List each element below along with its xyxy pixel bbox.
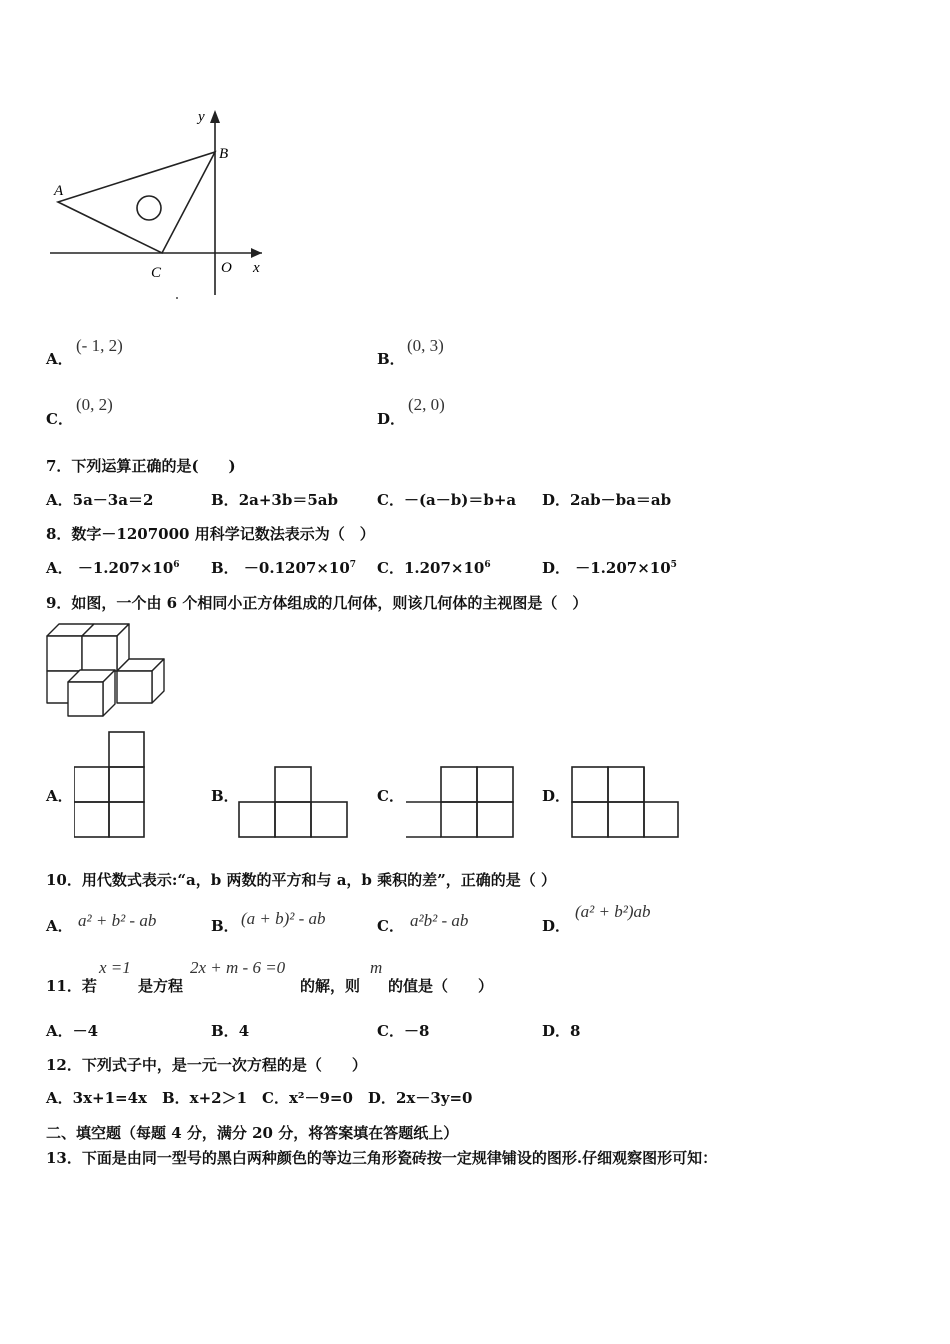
option-letter: D． [377,410,406,428]
q7-option-c [377,489,516,510]
option-value: 4 [238,1022,250,1040]
q10-option-a-value: a² + b² - ab [78,911,157,930]
q10-option-d [542,915,570,936]
option-value: 2ab－ba＝ab [570,491,672,509]
q6-option-a-value: (- 1, 2) [76,336,123,355]
label-a: A [54,183,64,199]
q7-option-b [211,489,338,510]
q9-option-d-view [570,765,682,840]
q9-option-d [542,785,570,806]
q9-option-c [377,785,404,806]
q11-mid2: 的解，则 [300,977,361,995]
q11-option-d [542,1020,580,1041]
option-letter: B． [211,917,239,935]
label-x: x [253,260,260,276]
option-letter: D． [542,559,571,577]
q7-stem: 7．下列运算正确的是( ) [46,457,236,475]
q9-option-b [211,785,239,806]
option-letter: B． [211,491,239,509]
q10-stem: 10．用代数式表示:“a，b 两数的平方和与 a，b 乘积的差”，正确的是（ ） [46,871,556,889]
label-b: B [219,146,229,162]
q9-option-b-view [238,765,348,840]
option-letter: C． [46,410,73,428]
option-mantissa: －0.1207×10 [243,559,350,577]
option-letter: B． [211,1022,239,1040]
option-letter: D． [542,917,571,935]
label-y: y [198,109,205,125]
q6-option-a [46,348,73,369]
option-letter: A． [46,350,73,368]
option-letter: A． [46,491,73,509]
q7-option-a [46,489,153,510]
coordinate-figure [50,105,280,305]
q10-option-c-value: a²b² - ab [410,911,469,930]
q6-option-b-value: (0, 3) [407,336,444,355]
option-value: 5a－3a＝2 [72,491,154,509]
q8-option-c [377,557,491,578]
q10-option-c [377,915,404,936]
q6-option-b [377,348,405,369]
q13-stem: 13．下面是由同一型号的黑白两种颜色的等边三角形瓷砖按一定规律铺设的图形.仔细观察图形可知： [46,1149,718,1167]
option-value: －8 [403,1022,430,1040]
q6-option-d-value: (2, 0) [408,395,445,414]
q11-equation: 2x + m - 6 =0 [190,958,286,977]
option-letter: B． [211,787,239,805]
section2-heading: 二、填空题（每题 4 分，满分 20 分，将答案填在答题纸上） [46,1124,459,1142]
q10-option-b [211,915,239,936]
q8-option-d [542,557,677,578]
q10-option-a [46,915,73,936]
q10-option-d-value: (a² + b²)ab [575,902,651,921]
option-mantissa: 1.207×10 [403,559,485,577]
option-letter: B． [211,559,239,577]
q8-option-a [46,557,180,578]
option-letter: A． [46,787,73,805]
option-letter: C． [377,917,404,935]
option-exponent: 7 [349,560,357,570]
q11-suffix: 的值是（ ） [388,977,494,995]
option-letter: C． [377,559,404,577]
option-mantissa: －1.207×10 [77,559,174,577]
option-value: －(a－b)＝b+a [403,491,517,509]
option-letter: A． [46,1022,73,1040]
cube-solid-figure [44,620,174,720]
q11-mid: 是方程 [138,977,184,995]
q11-option-b [211,1020,249,1041]
q11-option-a [46,1020,98,1041]
q11-prefix: 11．若 [46,977,97,995]
q10-option-b-value: (a + b)² - ab [241,909,326,928]
q6-option-c [46,408,73,429]
q11-variable: m [370,958,383,977]
option-letter: A． [46,559,73,577]
q11-condition: x =1 [99,958,131,977]
q8-stem: 8．数字－1207000 用科学记数法表示为（ ） [46,525,375,543]
option-exponent: 6 [484,560,491,570]
q6-option-c-value: (0, 2) [76,395,113,414]
option-letter: D． [542,1022,571,1040]
option-value: 2a+3b＝5ab [238,491,338,509]
q6-option-d [377,408,405,429]
option-letter: C． [377,1022,404,1040]
q12-options: A．3x+1=4x B．x+2＞1 C．x²－9=0 D．2x－3y=0 [46,1089,473,1107]
option-mantissa: －1.207×10 [575,559,671,577]
option-letter: B． [377,350,405,368]
option-value: 8 [570,1022,581,1040]
q8-option-b [211,557,356,578]
option-letter: D． [542,491,571,509]
label-o: O [221,260,232,276]
q12-stem: 12．下列式子中，是一元一次方程的是（ ） [46,1056,367,1074]
option-letter: C． [377,787,404,805]
label-c: C [151,265,162,281]
option-exponent: 6 [173,560,180,570]
option-exponent: 5 [670,560,677,570]
q9-option-a-view [74,730,148,840]
q11-option-c [377,1020,429,1041]
option-value: －4 [72,1022,99,1040]
option-letter: C． [377,491,404,509]
q9-stem: 9．如图，一个由 6 个相同小正方体组成的几何体，则该几何体的主视图是（ ） [46,594,588,612]
q9-option-a [46,785,73,806]
q9-option-c-view [404,765,516,840]
option-letter: D． [542,787,571,805]
option-letter: A． [46,917,73,935]
q7-option-d [542,489,671,510]
